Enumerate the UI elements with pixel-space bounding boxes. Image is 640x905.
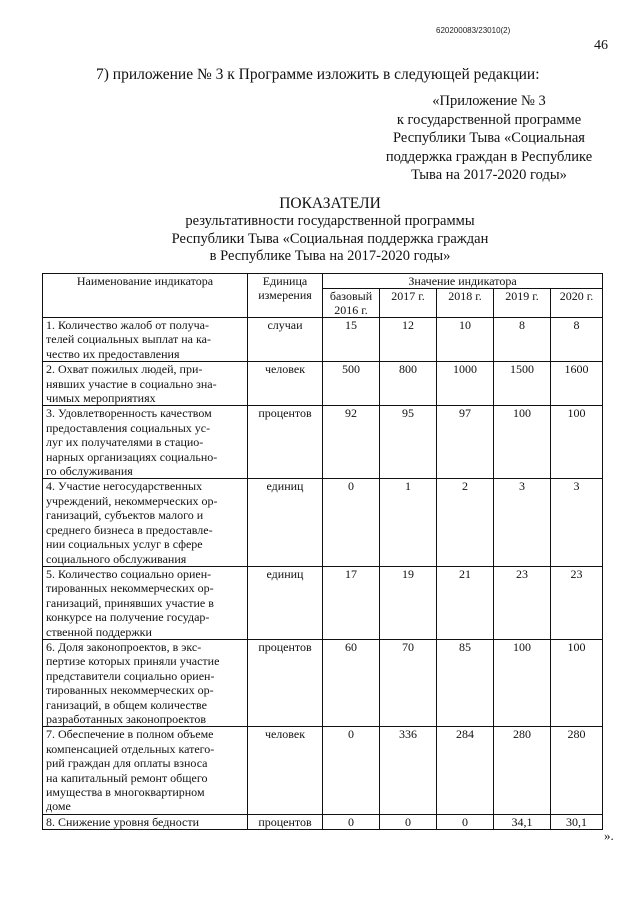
indicator-name-line: ственной поддержки bbox=[46, 624, 152, 639]
value-base-year: 0 bbox=[323, 727, 380, 814]
indicator-name-line: предоставления социальных ус- bbox=[46, 420, 211, 435]
indicator-name-line: пертизе которых приняли участие bbox=[46, 654, 220, 669]
value-2017: 800 bbox=[380, 362, 437, 406]
value-base-year: 500 bbox=[323, 362, 380, 406]
header-unit-line: измерения bbox=[258, 288, 312, 302]
value-2019: 280 bbox=[494, 727, 551, 814]
value-2019: 100 bbox=[494, 639, 551, 726]
indicator-name bbox=[43, 814, 248, 829]
title-line: Республики Тыва «Социальная поддержка граждан bbox=[171, 230, 489, 247]
indicator-name-line: чимых мероприятиях bbox=[46, 391, 156, 406]
indicators-table bbox=[42, 273, 603, 830]
header-base-year bbox=[323, 289, 380, 318]
indicator-name bbox=[43, 318, 248, 362]
value-2017: 1 bbox=[380, 479, 437, 566]
indicator-unit: единиц bbox=[248, 479, 323, 566]
title-line: в Республике Тыва на 2017-2020 годы» bbox=[209, 248, 451, 264]
value-base-year: 15 bbox=[323, 318, 380, 362]
table-row bbox=[43, 814, 603, 829]
value-2020: 23 bbox=[551, 566, 603, 639]
value-2018: 21 bbox=[437, 566, 494, 639]
indicator-name bbox=[43, 479, 248, 566]
indicator-name-line: тированных некоммерческих ор- bbox=[46, 683, 214, 698]
indicator-name-line: 5. Количество социально ориен- bbox=[46, 566, 212, 581]
value-base-year: 17 bbox=[323, 566, 380, 639]
table-row bbox=[43, 639, 603, 726]
closing-quote: ». bbox=[604, 828, 614, 843]
appendix-line: Тыва на 2017-2020 годы» bbox=[411, 167, 567, 183]
value-2020: 100 bbox=[551, 406, 603, 479]
header-2018: 2018 г. bbox=[437, 289, 494, 318]
indicator-name-line: 8. Снижение уровня бедности bbox=[46, 814, 200, 829]
value-2018: 10 bbox=[437, 318, 494, 362]
appendix-line: к государственной программе bbox=[396, 111, 582, 128]
header-unit bbox=[248, 274, 323, 318]
indicator-unit: человек bbox=[248, 362, 323, 406]
value-2018: 284 bbox=[437, 727, 494, 814]
value-2019: 100 bbox=[494, 406, 551, 479]
appendix-line: «Приложение № 3 bbox=[432, 93, 546, 109]
indicator-name-line: конкурсе на получение государ- bbox=[46, 610, 210, 625]
value-base-year: 0 bbox=[323, 814, 380, 829]
page-number: 46 bbox=[594, 38, 608, 53]
indicator-name-line: рий граждан для оплаты взноса bbox=[46, 756, 208, 771]
indicator-name-line: имущества в многоквартирном bbox=[46, 785, 205, 799]
indicator-unit: человек bbox=[248, 727, 323, 814]
indicator-name-line: среднего бизнеса в предоставле- bbox=[46, 522, 213, 537]
table-row bbox=[43, 362, 603, 406]
value-2017: 12 bbox=[380, 318, 437, 362]
indicator-name-line: чество их предоставления bbox=[46, 346, 180, 361]
indicator-name-line: представители социально ориен- bbox=[46, 668, 215, 683]
value-2018: 0 bbox=[437, 814, 494, 829]
header-2017: 2017 г. bbox=[380, 289, 437, 318]
indicator-name-line: социального обслуживания bbox=[46, 551, 187, 566]
appendix-header bbox=[364, 92, 614, 185]
appendix-line: Республики Тыва «Социальная bbox=[393, 130, 585, 146]
value-2019: 1500 bbox=[494, 362, 551, 406]
indicator-unit: случаи bbox=[248, 318, 323, 362]
indicator-name-line: ганизаций, субъектов малого и bbox=[46, 508, 204, 523]
title-line: результативности государственной программы bbox=[185, 213, 475, 229]
indicator-name-line: ганизаций, в общем количестве bbox=[46, 697, 207, 712]
title-main: ПОКАЗАТЕЛИ bbox=[279, 195, 381, 212]
header-indicator-value: Значение индикатора bbox=[323, 274, 603, 289]
value-2019: 8 bbox=[494, 318, 551, 362]
indicator-name-line: нии социальных услуг в сфере bbox=[46, 537, 203, 552]
document-code: 620200083/23010(2) bbox=[436, 26, 511, 35]
indicator-unit: единиц bbox=[248, 566, 323, 639]
indicator-unit: процентов bbox=[248, 639, 323, 726]
value-2017: 0 bbox=[380, 814, 437, 829]
indicator-unit: процентов bbox=[248, 406, 323, 479]
value-2017: 19 bbox=[380, 566, 437, 639]
table-row bbox=[43, 566, 603, 639]
indicator-name-line: тированных некоммерческих ор- bbox=[46, 581, 214, 596]
value-2017: 95 bbox=[380, 406, 437, 479]
indicator-name-line: 4. Участие негосударственных bbox=[46, 479, 203, 494]
value-2019: 3 bbox=[494, 479, 551, 566]
value-2018: 85 bbox=[437, 639, 494, 726]
indicator-name bbox=[43, 362, 248, 406]
appendix-line: поддержка граждан в Республике bbox=[385, 148, 593, 165]
table-header-row bbox=[43, 274, 603, 289]
value-2020: 30,1 bbox=[551, 814, 603, 829]
header-unit-line: Единица bbox=[262, 274, 308, 288]
indicator-name-line: учреждений, некоммерческих ор- bbox=[46, 493, 218, 508]
indicator-name-line: 3. Удовлетворенность качеством bbox=[46, 406, 212, 421]
indicator-name-line: на капитальный ремонт общего bbox=[46, 770, 208, 785]
indicator-name bbox=[43, 406, 248, 479]
value-2018: 97 bbox=[437, 406, 494, 479]
indicator-name-line: 1. Количество жалоб от получа- bbox=[46, 318, 209, 332]
indicator-name bbox=[43, 639, 248, 726]
header-2020: 2020 г. bbox=[551, 289, 603, 318]
indicator-name-line: 6. Доля законопроектов, в экс- bbox=[46, 639, 202, 654]
table-row bbox=[43, 406, 603, 479]
value-2019: 34,1 bbox=[494, 814, 551, 829]
indicator-name bbox=[43, 727, 248, 814]
header-base-line: базовый bbox=[329, 289, 373, 303]
indicator-name-line: го обслуживания bbox=[46, 464, 133, 479]
indicator-name-line: 7. Обеспечение в полном объеме bbox=[46, 727, 214, 742]
value-2018: 2 bbox=[437, 479, 494, 566]
value-base-year: 0 bbox=[323, 479, 380, 566]
indicators-title bbox=[120, 194, 540, 266]
indicator-name-line: доме bbox=[46, 799, 71, 814]
value-2020: 3 bbox=[551, 479, 603, 566]
value-base-year: 60 bbox=[323, 639, 380, 726]
indicator-name-line: нявших участие в социально зна- bbox=[46, 376, 217, 391]
indicator-name-line: 2. Охват пожилых людей, при- bbox=[46, 362, 203, 377]
amendment-instruction: 7) приложение № 3 к Программе изложить в следующей редакции: bbox=[96, 66, 540, 83]
table-row bbox=[43, 479, 603, 566]
table-body bbox=[43, 318, 603, 830]
value-base-year: 92 bbox=[323, 406, 380, 479]
header-2019: 2019 г. bbox=[494, 289, 551, 318]
indicator-name-line: ганизаций, принявших участие в bbox=[46, 595, 214, 610]
value-2017: 336 bbox=[380, 727, 437, 814]
value-2020: 280 bbox=[551, 727, 603, 814]
indicator-name-line: разработанных законопроектов bbox=[46, 711, 206, 726]
indicator-name-line: луг их получателями в стацио- bbox=[46, 435, 204, 450]
value-2020: 8 bbox=[551, 318, 603, 362]
indicator-name-line: нарных организациях социально- bbox=[46, 449, 218, 464]
indicator-name-line: телей социальных выплат на ка- bbox=[46, 332, 211, 347]
value-2017: 70 bbox=[380, 639, 437, 726]
value-2019: 23 bbox=[494, 566, 551, 639]
value-2020: 100 bbox=[551, 639, 603, 726]
value-2020: 1600 bbox=[551, 362, 603, 406]
table-row bbox=[43, 318, 603, 362]
table-row bbox=[43, 727, 603, 814]
header-indicator-name: Наименование индикатора bbox=[43, 274, 248, 318]
indicator-name bbox=[43, 566, 248, 639]
indicator-unit: процентов bbox=[248, 814, 323, 829]
header-base-line: 2016 г. bbox=[334, 303, 368, 317]
indicator-name-line: компенсацией отдельных катего- bbox=[46, 741, 215, 756]
value-2018: 1000 bbox=[437, 362, 494, 406]
